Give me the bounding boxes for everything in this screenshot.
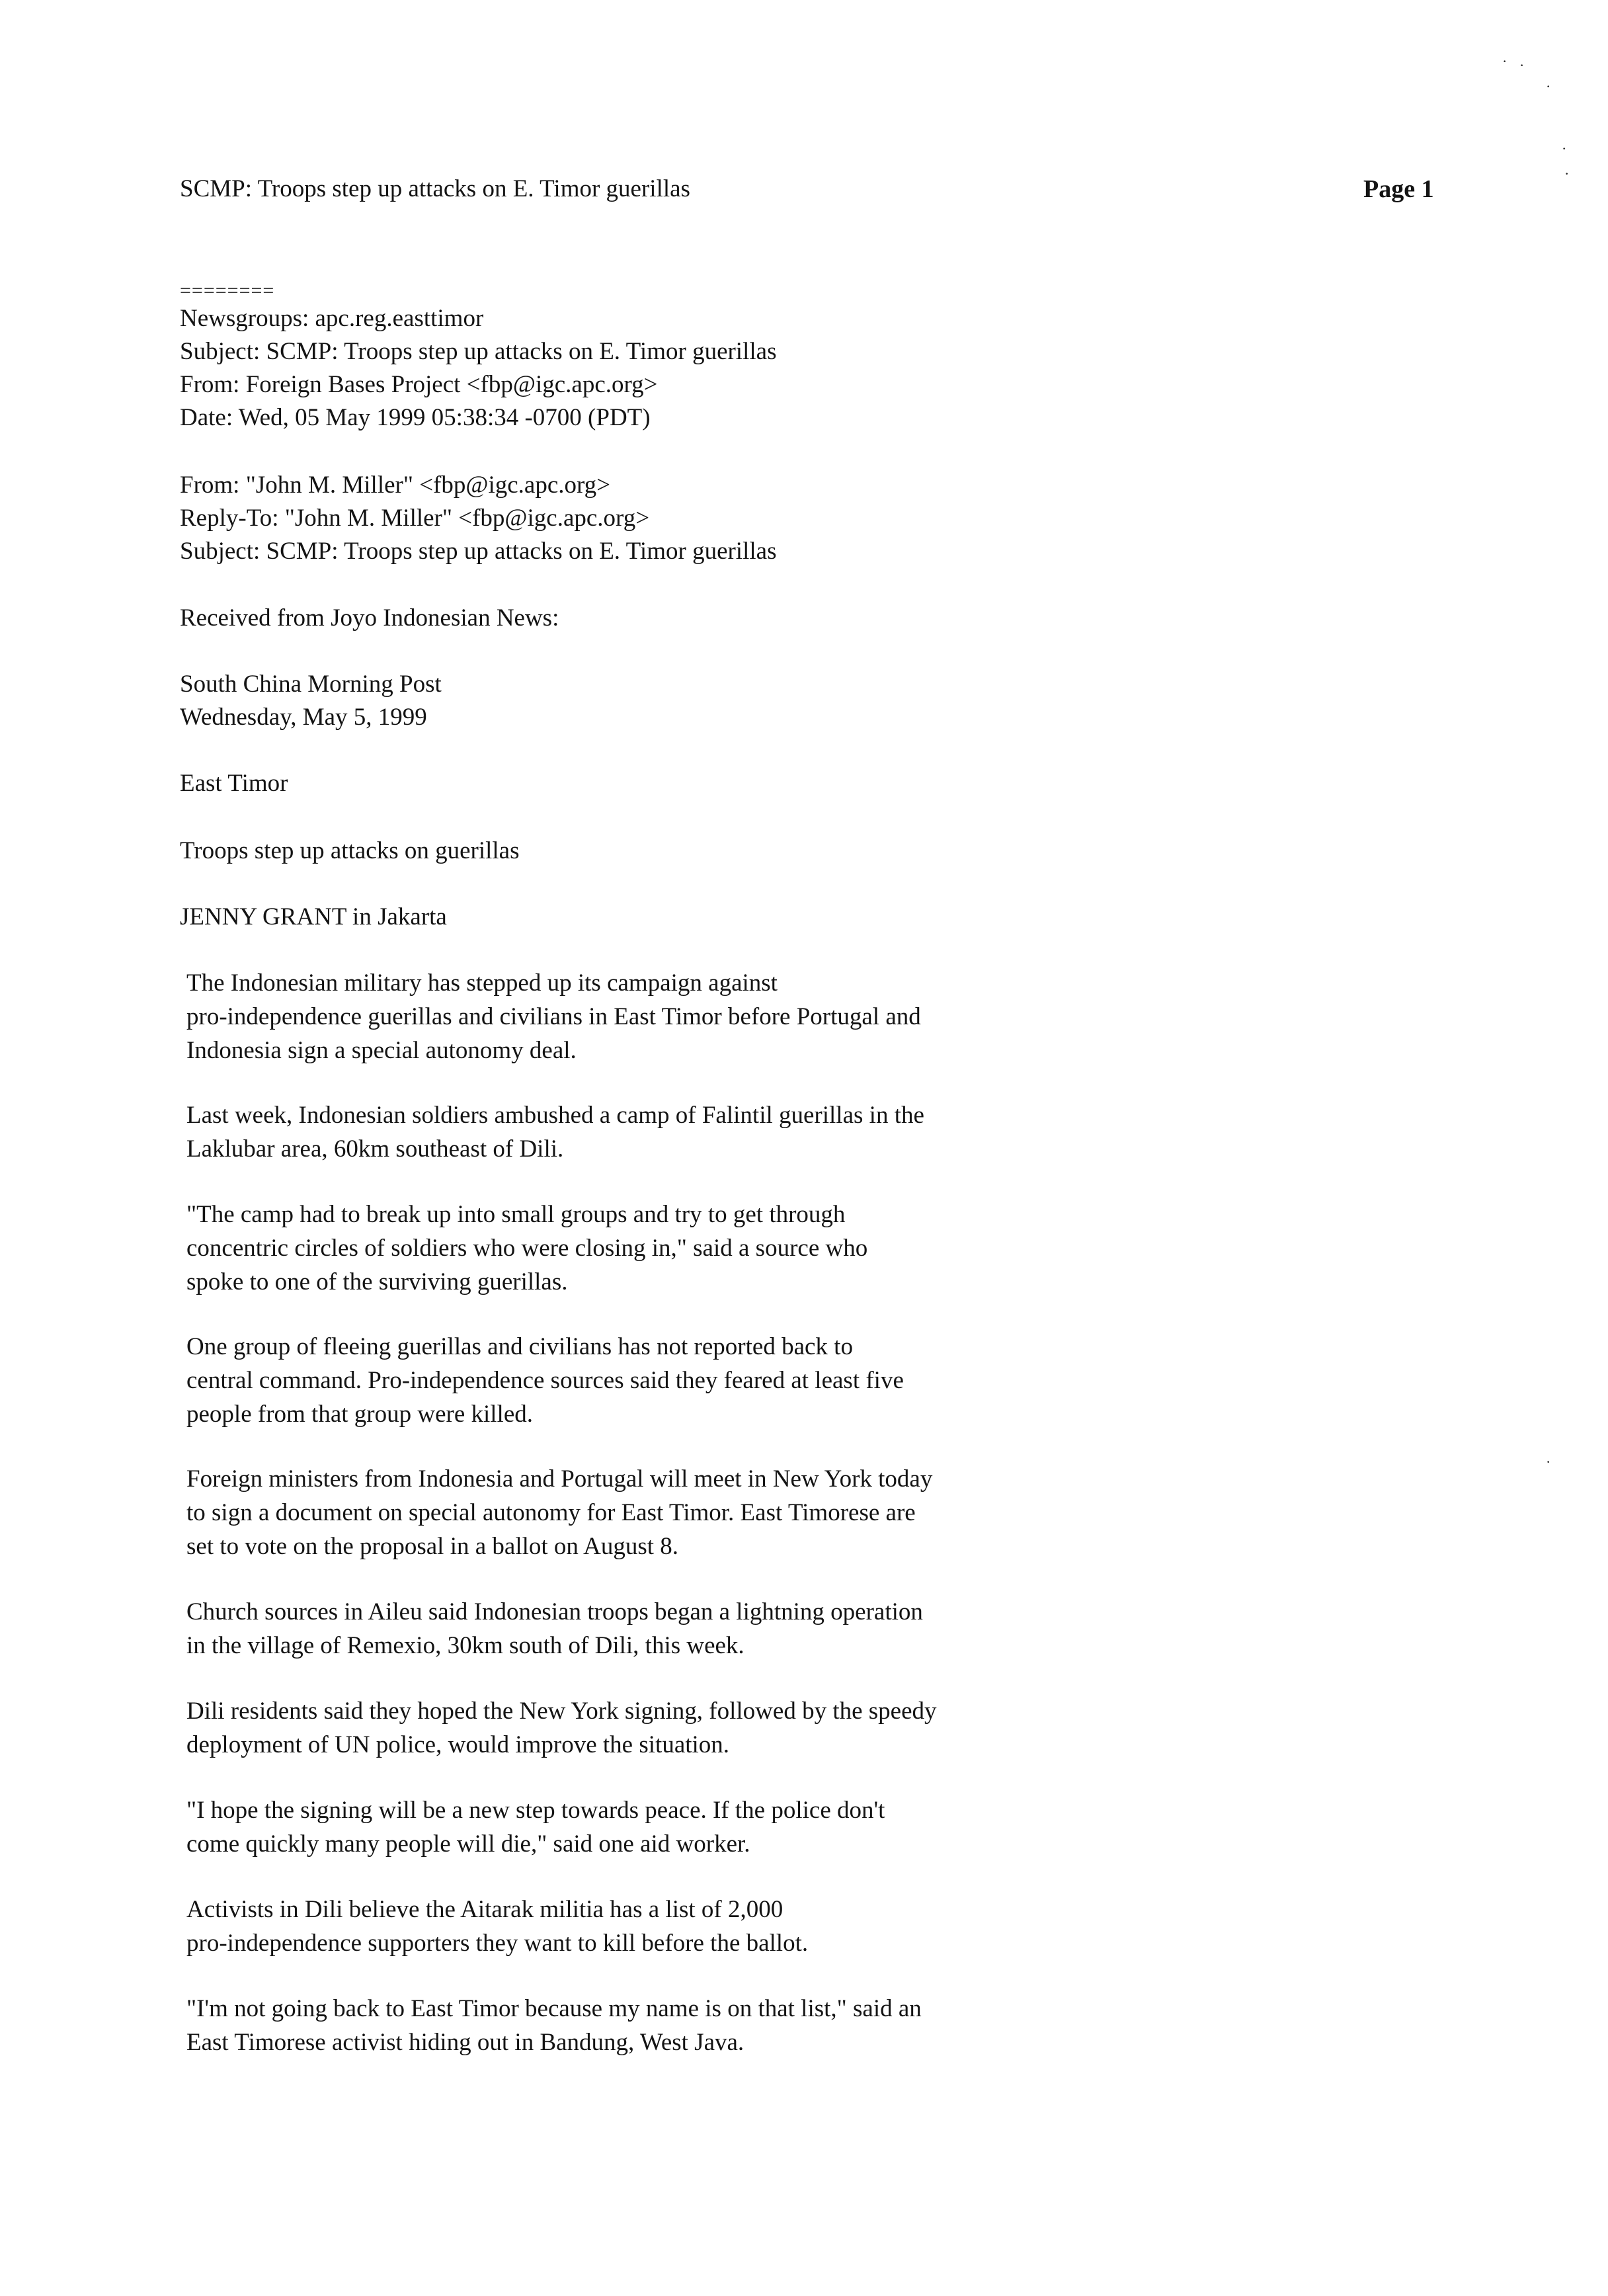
article-paragraph: Church sources in Aileu said Indonesian troops began a lightning operation in the village of Remexio, 30km south of Dili, this week. <box>186 1598 923 1659</box>
from-line: From: Foreign Bases Project <fbp@igc.apc.org> <box>180 371 658 398</box>
article-paragraph: One group of fleeing guerillas and civilians has not reported back to central command. Pro-independence sources said they feared at least five people from that group were killed. <box>186 1333 904 1428</box>
page-number: Page 1 <box>1363 175 1434 203</box>
headline: Troops step up attacks on guerillas <box>180 837 520 864</box>
scan-speck: · <box>1546 1454 1551 1470</box>
scan-speck: · <box>1564 165 1570 182</box>
usenet-header <box>180 302 1436 434</box>
newsgroups-line: Newsgroups: apc.reg.easttimor <box>180 305 484 332</box>
scan-speck: · <box>1546 78 1551 95</box>
article-paragraph: "I hope the signing will be a new step towards peace. If the police don't come quickly many people will die," said one aid worker. <box>186 1797 885 1858</box>
forward-subject-line: Subject: SCMP: Troops step up attacks on E. Timor guerillas <box>180 538 777 565</box>
scan-speck: · <box>1562 140 1567 157</box>
date-line: Date: Wed, 05 May 1999 05:38:34 -0700 (PDT) <box>180 404 651 431</box>
scan-speck: · <box>1502 53 1508 69</box>
byline: JENNY GRANT in Jakarta <box>180 903 447 930</box>
article-paragraph: Activists in Dili believe the Aitarak militia has a list of 2,000 pro-independence supporters they want to kill before the ballot. <box>186 1896 809 1957</box>
article-paragraph: "The camp had to break up into small groups and try to get through concentric circles of soldiers who were closing in," said a source who spoke to one of the surviving guerillas. <box>186 1201 868 1295</box>
publication-info <box>180 668 1436 734</box>
reply-to-line: Reply-To: "John M. Miller" <fbp@igc.apc.org> <box>180 505 650 532</box>
forward-from-line: From: "John M. Miller" <fbp@igc.apc.org> <box>180 472 611 499</box>
forward-header <box>180 469 1436 568</box>
article-paragraph: The Indonesian military has stepped up its campaign against pro-independence guerillas and civilians in East Timor before Portugal and Indonesia sign a special autonomy deal. <box>186 969 921 1064</box>
section-label: East Timor <box>180 770 288 797</box>
publication-name: South China Morning Post <box>180 671 442 698</box>
article-paragraph: "I'm not going back to East Timor because my name is on that list," said an East Timorese activist hiding out in Bandung, West Java. <box>186 1995 922 2056</box>
subject-line: Subject: SCMP: Troops step up attacks on E. Timor guerillas <box>180 338 777 365</box>
page-header-title: SCMP: Troops step up attacks on E. Timor guerillas <box>180 175 690 202</box>
separator-line: ======== <box>180 280 275 302</box>
publication-date: Wednesday, May 5, 1999 <box>180 704 427 731</box>
scan-speck: · <box>1519 57 1525 73</box>
article-paragraph: Dili residents said they hoped the New York signing, followed by the speedy deployment of UN police, would improve the situation. <box>186 1698 937 1758</box>
received-note: Received from Joyo Indonesian News: <box>180 604 559 632</box>
article-paragraph: Last week, Indonesian soldiers ambushed a camp of Falintil guerillas in the Laklubar area, 60km southeast of Dili. <box>186 1102 924 1163</box>
article-paragraph: Foreign ministers from Indonesia and Portugal will meet in New York today to sign a document on special autonomy for East Timor. East Timorese are set to vote on the proposal in a ballot on August 8. <box>186 1465 933 1560</box>
